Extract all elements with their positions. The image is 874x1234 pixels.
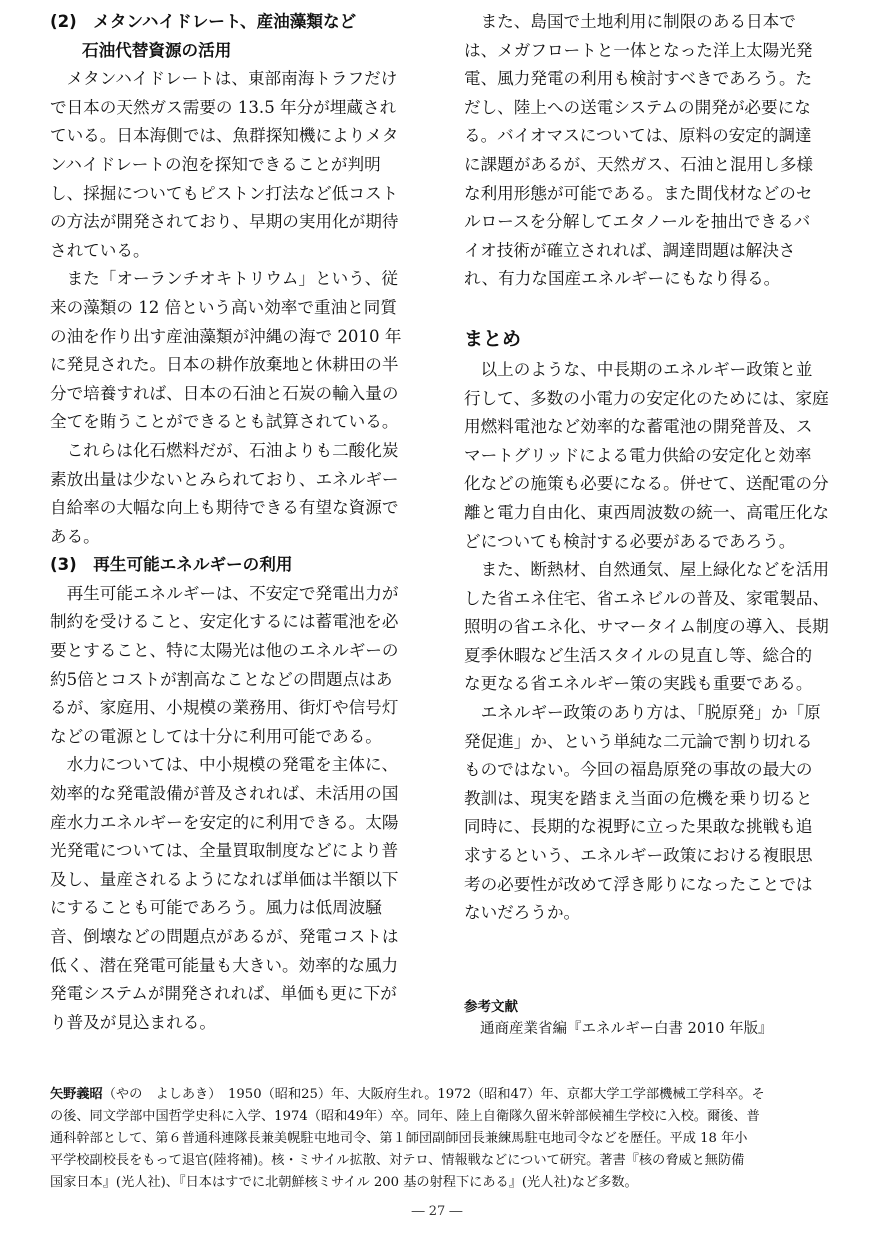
left-column [50,8,420,1037]
text-line: 考の必要性が改めて浮き彫りになったことでは [464,874,813,894]
text-line: 夏季休暇など生活スタイルの見直し等、総合的 [464,645,813,665]
text-line: 以上のような、中長期のエネルギー政策と並 [464,359,813,379]
bio-line: 平学校副校長をもって退官(陸将補)。核・ミサイル拡散、対テロ、情報戦などについて研究。著書『核の脅威と無防備 [50,1153,745,1168]
text-line: 来の藻類の 12 倍という高い効率で重油と同質 [50,297,397,317]
reference-item: 通商産業省編『エネルギー白書 2010 年版』 [480,1021,773,1037]
summary-heading: まとめ [464,327,522,350]
text-line: ある。 [50,526,100,546]
text-line: の油を作り出す産油藻類が沖縄の海で 2010 年 [50,326,402,346]
text-line: に発見された。日本の耕作放棄地と休耕田の半 [50,355,399,375]
text-line: で日本の天然ガス需要の 13.5 年分が埋蔵され [50,97,397,117]
text-line: 教訓は、現実を踏まえ当面の危機を乗り切ると [464,788,813,808]
paragraph-renewable [50,580,420,752]
text-line: ものではない。今回の福島原発の事故の最大の [464,760,813,780]
paragraph-energy-saving [464,556,834,699]
text-line: また、断熱材、自然通気、屋上緑化などを活用 [464,560,830,580]
text-line: し、採掘についてもピストン打法など低コスト [50,183,399,203]
text-line: 素放出量は少ないとみられており、エネルギー [50,469,399,489]
text-line: ないだろうか。 [464,903,581,923]
text-line: また「オーランチオキトリウム」という、従 [50,269,398,289]
bio-line: の後、同文学部中国哲学史科に入学、1974（昭和49年）卒。同年、陸上自衛隊久留米幹部候補生学校に入校。爾後、普 [50,1109,760,1124]
bio-line: 通科幹部として、第６普通科連隊長兼美幌駐屯地司令、第１師団副師団長兼練馬駐屯地司令などを歴任。平成 18 年小 [50,1131,748,1146]
text-line: な更なる省エネルギー策の実践も重要である。 [464,674,813,694]
author-bio [50,1084,826,1194]
paragraph-conclusion [464,699,834,928]
text-line: などの電源としては十分に利用可能である。 [50,726,382,746]
references-heading: 参考文献 [464,999,518,1015]
text-line: るが、家庭用、小規模の業務用、街灯や信号灯 [50,698,399,718]
text-line: 自給率の大幅な向上も期待できる有望な資源で [50,498,399,518]
text-line: 約5倍とコストが割高なことなどの問題点はあ [50,669,393,689]
references [464,996,834,1040]
paragraph-policy [464,356,834,556]
text-line: 発電システムが開発されれば、単価も更に下が [50,984,397,1004]
right-column [464,8,834,928]
text-line: メタンハイドレートは、東部南海トラフだけ [50,69,398,89]
text-line: ンハイドレートの泡を探知できることが判明 [50,154,381,174]
text-line: エネルギー政策のあり方は、「脱原発」か「原 [464,703,821,723]
text-line: 再生可能エネルギーは、不安定で発電出力が [50,583,399,603]
text-line: 制約を受けること、安定化するには蓄電池を必 [50,612,399,632]
text-line: また、島国で土地利用に制限のある日本で [464,12,796,31]
paragraph-hydro-solar-wind [50,751,420,1037]
text-line: これらは化石燃料だが、石油よりも二酸化炭 [50,440,399,460]
text-line: ている。日本海側では、魚群探知機によりメタ [50,126,399,146]
text-line: ルロースを分解してエタノールを抽出できるバ [464,212,811,232]
paragraph-algae [50,265,420,437]
section-2-heading: (2) メタンハイドレート、産油藻類など [50,12,357,31]
text-line: だし、陸上への送電システムの開発が必要にな [464,97,811,117]
paragraph-fossil-fuel [50,437,420,551]
bio-line: 国家日本』(光人社)、『日本はすでに北朝鮮核ミサイル 200 基の射程下にある』(光人社)など多数。 [50,1175,638,1190]
page-number: ― 27 ― [411,1204,463,1219]
text-line: 電、風力発電の利用も検討すべきであろう。た [464,69,813,89]
text-line: 発促進」か、という単純な二元論で割り切れる [464,731,813,751]
text-line: 求するという、エネルギー政策における複眼思 [464,846,813,866]
text-line: り普及が見込まれる。 [50,1012,216,1032]
text-line: 行して、多数の小電力の安定化のためには、家庭 [464,388,829,408]
text-line: る。バイオマスについては、原料の安定的調達 [464,126,812,146]
text-line: 光発電については、全量買取制度などにより普 [50,841,399,861]
text-line: は、メガフロートと一体となった洋上太陽光発 [464,40,813,60]
bio-text: （やの よしあき） 1950（昭和25）年、大阪府生れ。1972（昭和47）年、京都大学工学部機械工学科卒。そ [102,1087,765,1102]
text-line: 化などの施策も必要になる。併せて、送配電の分 [464,474,829,494]
text-line: れ、有力な国産エネルギーにもなり得る。 [464,269,781,289]
text-line: 照明の省エネ化、サマータイム制度の導入、長期 [464,617,829,637]
text-line: 産水力エネルギーを安定的に利用できる。太陽 [50,812,399,832]
text-line: 要とすること、特に太陽光は他のエネルギーの [50,641,399,661]
text-line: 分で培養すれば、日本の石油と石炭の輸入量の [50,383,399,403]
paragraph-offshore-biomass [464,8,834,294]
text-line: にすることも可能であろう。風力は低周波騒 [50,898,382,918]
bio-line [50,1084,826,1106]
text-line: 及し、量産されるようになれば単価は半額以下 [50,869,399,889]
text-line: イオ技術が確立されれば、調達問題は解決さ [464,240,796,260]
section-3-heading: (3) 再生可能エネルギーの利用 [50,555,293,575]
text-line: に課題があるが、天然ガス、石油と混用し多様 [464,154,813,174]
text-line: の方法が開発されており、早期の実用化が期待 [50,212,399,232]
text-line: 同時に、長期的な視野に立った果敢な挑戦も追 [464,817,813,837]
paragraph-methane-hydrate [50,65,420,265]
text-line: マートグリッドによる電力供給の安定化と効率 [464,445,812,465]
text-line: 水力については、中小規模の発電を主体に、 [50,755,399,775]
text-line: 全てを賄うことができるとも試算されている。 [50,412,399,432]
text-line: 低く、潜在発電可能量も大きい。効率的な風力 [50,955,399,975]
text-line: 離と電力自由化、東西周波数の統一、高電圧化な [464,502,830,522]
text-line: 効率的な発電設備が普及されれば、未活用の国 [50,784,399,804]
text-line: した省エネ住宅、省エネビルの普及、家電製品、 [464,588,830,608]
author-name: 矢野義昭 [50,1087,103,1102]
text-line: されている。 [50,240,150,260]
text-line: どについても検討する必要があるであろう。 [464,531,796,551]
text-line: 用燃料電池など効率的な蓄電池の開発普及、ス [464,417,813,437]
text-line: 音、倒壊などの問題点があるが、発電コストは [50,927,399,946]
section-2-heading-continued: 石油代替資源の活用 [82,40,232,60]
text-line: な利用形態が可能である。また間伐材などのセ [464,183,813,203]
